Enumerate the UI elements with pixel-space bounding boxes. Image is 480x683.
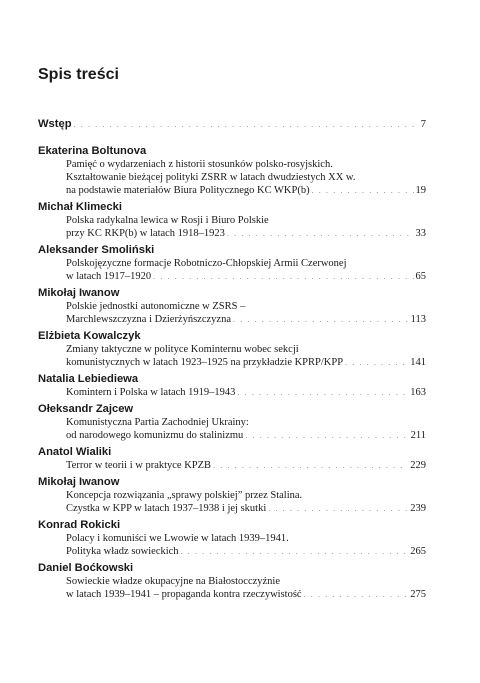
dot-leader xyxy=(213,459,408,472)
author-name: Aleksander Smoliński xyxy=(38,243,155,256)
chapter-title-line: Sowieckie władze okupacyjne na Białostocczyźnie xyxy=(66,576,280,587)
toc-entry[interactable] xyxy=(38,372,426,400)
author-name: Konrad Rokicki xyxy=(38,518,121,531)
dot-leader xyxy=(153,270,413,283)
page-number: 275 xyxy=(410,589,426,600)
chapter-title-line: Kształtowanie bieżącej polityki ZSRR w latach dwudziestych XX w. xyxy=(66,172,356,183)
entry-title: Wstęp xyxy=(38,118,72,130)
chapter-title-line: Koncepcja rozwiązania „sprawy polskiej” przez Stalina. xyxy=(66,490,303,501)
toc-entry[interactable] xyxy=(38,475,426,516)
page-number: 163 xyxy=(410,387,426,398)
chapter-title-last-line xyxy=(38,429,426,442)
dot-leader xyxy=(74,118,419,133)
chapter-title-line: Polityka władz sowieckich xyxy=(66,546,179,557)
chapter-title-line: Zmiany taktyczne w polityce Kominternu wobec sekcji xyxy=(66,344,299,355)
page-number: 33 xyxy=(415,228,426,239)
dot-leader xyxy=(312,184,414,197)
author-name: Mikołaj Iwanow xyxy=(38,475,120,488)
chapter-title-line: Terror w teorii i w praktyce KPZB xyxy=(66,460,212,471)
author-name: Daniel Boćkowski xyxy=(38,561,134,574)
chapter-title-line: Polska radykalna lewica w Rosji i Biuro Polskie xyxy=(66,215,269,226)
chapter-title-last-line xyxy=(38,386,426,399)
chapter-title-last-line xyxy=(38,356,426,369)
chapter-title-last-line xyxy=(38,502,426,515)
chapter-title-line: Polskojęzyczne formacje Robotniczo-Chłopskiej Armii Czerwonej xyxy=(66,258,347,269)
page-number: 65 xyxy=(415,271,426,282)
chapter-title-last-line xyxy=(38,459,426,472)
toc-entry[interactable] xyxy=(38,445,426,473)
chapter-title-line: od narodowego komunizmu do stalinizmu xyxy=(66,430,244,441)
page-title: Spis treści xyxy=(38,66,119,83)
toc-entry[interactable] xyxy=(38,144,426,198)
page-number: 141 xyxy=(410,357,426,368)
dot-leader xyxy=(233,313,409,326)
chapter-title-line: komunistycznych w latach 1923–1925 na przykładzie KPRP/KPP xyxy=(66,357,344,368)
dot-leader xyxy=(181,545,409,558)
chapter-title-line: Komintern i Polska w latach 1919–1943 xyxy=(66,387,236,398)
chapter-title-last-line xyxy=(38,227,426,240)
toc-entry[interactable] xyxy=(38,286,426,327)
author-name: Ołeksandr Zajcew xyxy=(38,402,134,415)
chapter-title-line: Polskie jednostki autonomiczne w ZSRS – xyxy=(66,301,246,312)
author-name: Elżbieta Kowalczyk xyxy=(38,329,141,342)
dot-leader xyxy=(304,588,409,601)
chapter-title-line: Pamięć o wydarzeniach z historii stosunków polsko-rosyjskich. xyxy=(66,159,333,170)
toc-entry[interactable] xyxy=(38,402,426,443)
author-name: Mikołaj Iwanow xyxy=(38,286,120,299)
author-name: Ekaterina Boltunova xyxy=(38,144,147,157)
chapter-title-line: Marchlewszczyzna i Dzierżyńszczyzna xyxy=(66,314,231,325)
page-number: 211 xyxy=(410,430,426,441)
author-name: Anatol Wialiki xyxy=(38,445,112,458)
dot-leader xyxy=(227,227,414,240)
chapter-title-line: Czystka w KPP w latach 1937–1938 i jej skutki xyxy=(66,503,267,514)
toc-entry-wstep[interactable] xyxy=(38,117,426,132)
chapter-title-line: na podstawie materiałów Biura Politycznego KC WKP(b) xyxy=(66,185,310,196)
page-number: 7 xyxy=(420,119,426,130)
chapter-title-line: Polacy i komuniści we Lwowie w latach 1939–1941. xyxy=(66,533,289,544)
chapter-title-last-line xyxy=(38,545,426,558)
chapter-title-line: w latach 1939–1941 – propaganda kontra rzeczywistość xyxy=(66,589,302,600)
chapter-title-last-line xyxy=(38,184,426,197)
chapter-title-line: Komunistyczna Partia Zachodniej Ukrainy: xyxy=(66,417,249,428)
chapter-title-line: w latach 1917–1920 xyxy=(66,271,152,282)
toc-entry[interactable] xyxy=(38,518,426,559)
page-number: 113 xyxy=(410,314,426,325)
author-name: Natalia Lebiediewa xyxy=(38,372,139,385)
table-of-contents xyxy=(38,117,426,604)
page-number: 229 xyxy=(410,460,426,471)
chapter-title-last-line xyxy=(38,270,426,283)
toc-entry[interactable] xyxy=(38,329,426,370)
page-number: 239 xyxy=(410,503,426,514)
chapter-title-line: przy KC RKP(b) w latach 1918–1923 xyxy=(66,228,225,239)
toc-entry[interactable] xyxy=(38,200,426,241)
author-name: Michał Klimecki xyxy=(38,200,122,213)
toc-entry[interactable] xyxy=(38,243,426,284)
page-number: 265 xyxy=(410,546,426,557)
chapter-title-last-line xyxy=(38,588,426,601)
dot-leader xyxy=(345,356,408,369)
dot-leader xyxy=(245,429,408,442)
dot-leader xyxy=(268,502,408,515)
page-number: 19 xyxy=(415,185,426,196)
toc-entry[interactable] xyxy=(38,561,426,602)
chapter-title-last-line xyxy=(38,313,426,326)
dot-leader xyxy=(237,386,408,399)
